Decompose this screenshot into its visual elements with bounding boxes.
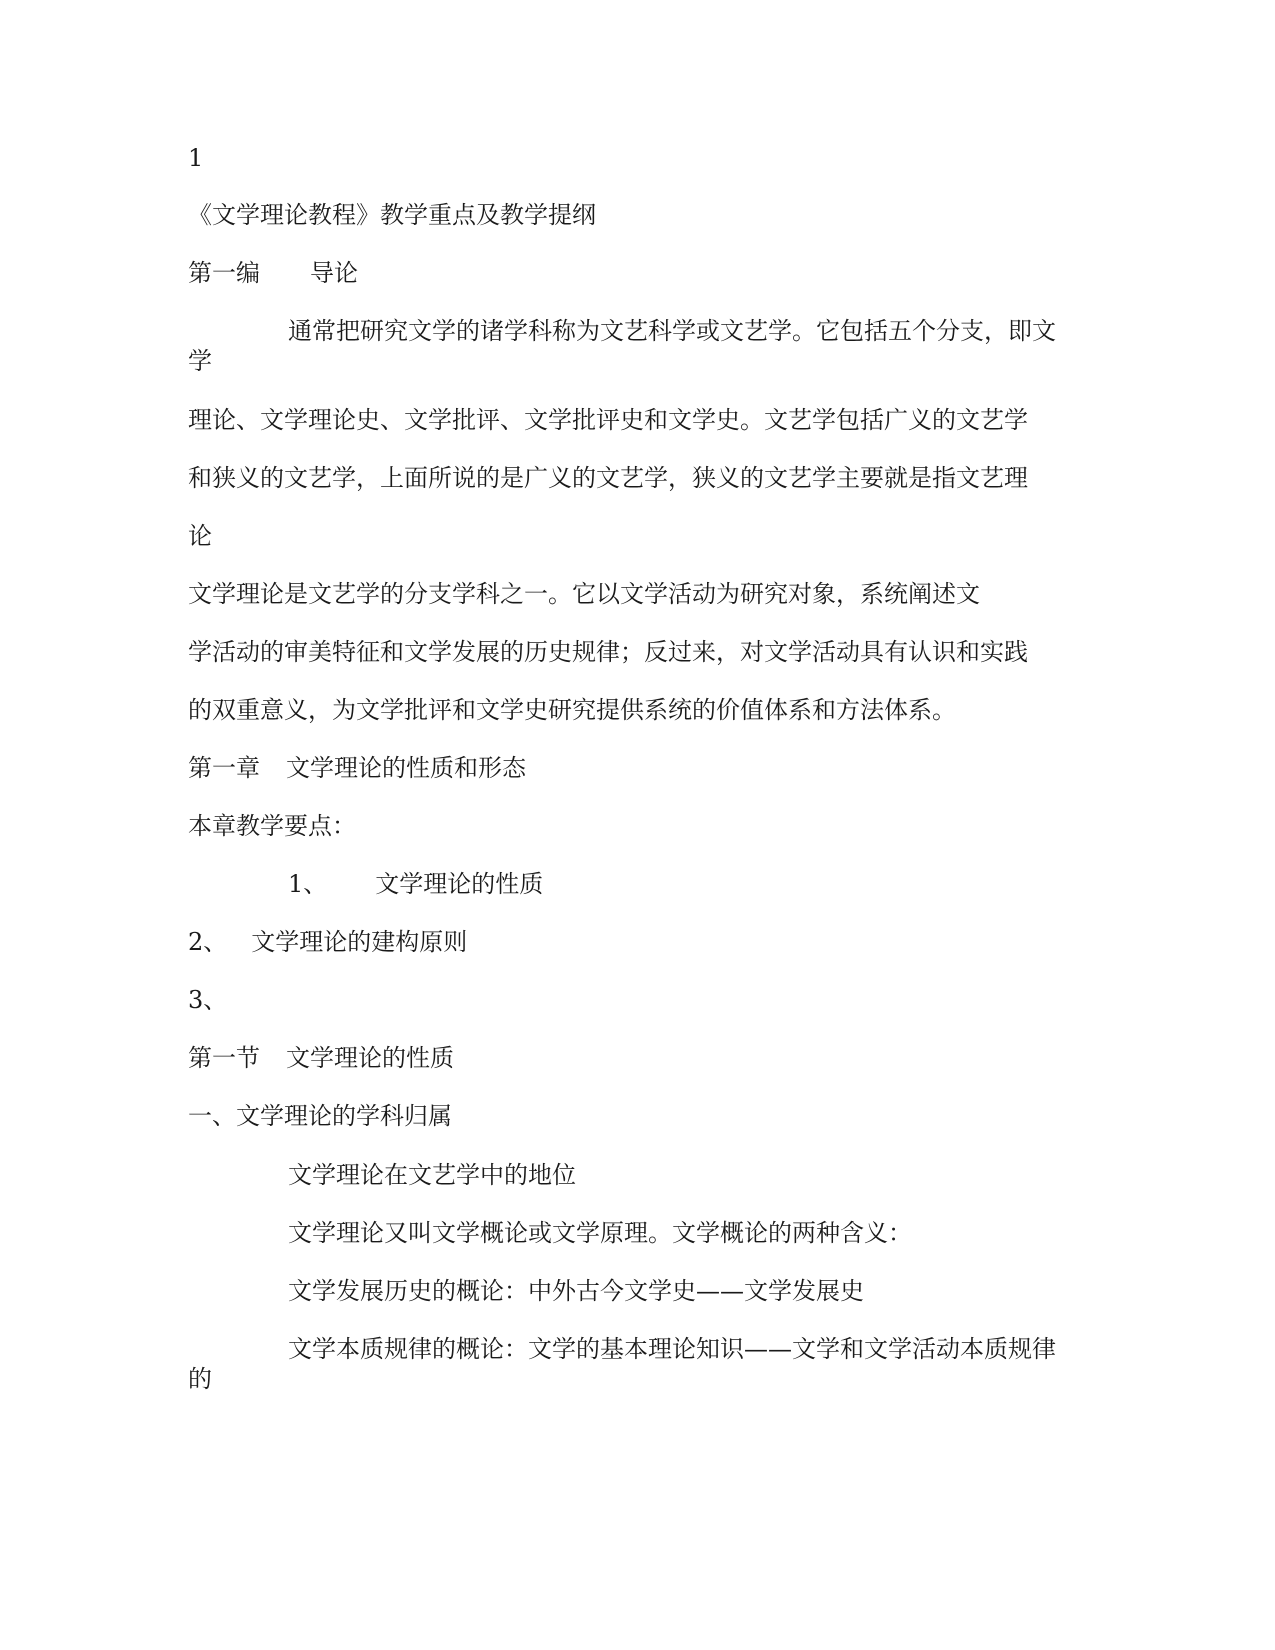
intro-para2-line2: 学活动的审美特征和文学发展的历史规律；反过来，对文学活动具有认识和实践 [188, 638, 1028, 666]
key-point-item [188, 985, 227, 1015]
key-point-number: 1、 [288, 870, 328, 898]
intro-para1-line2: 理论、文学理论史、文学批评、文学批评史和文学史。文艺学包括广义的文艺学 [188, 406, 1028, 434]
page-number: 1 [188, 144, 204, 172]
chapter-label: 第一章 [188, 754, 260, 782]
subsection-line: 文学理论在文艺学中的地位 [288, 1161, 576, 1189]
section-label: 第一节 [188, 1044, 260, 1072]
part-label: 第一编 [188, 259, 260, 287]
intro-para1-line1-wrap: 学 [188, 347, 212, 375]
intro-para2-line3: 的双重意义，为文学批评和文学史研究提供系统的价值体系和方法体系。 [188, 696, 956, 724]
section-heading [188, 1043, 454, 1073]
intro-para1-line1: 通常把研究文学的诸学科称为文艺科学或文艺学。它包括五个分支，即文 [288, 317, 1056, 345]
section-name: 文学理论的性质 [286, 1044, 454, 1072]
subsection-line: 文学理论又叫文学概论或文学原理。文学概论的两种含义： [288, 1219, 912, 1247]
key-point-text: 文学理论的建构原则 [251, 928, 468, 956]
subsection-heading: 一、文学理论的学科归属 [188, 1102, 452, 1130]
key-point-number: 3、 [188, 986, 228, 1014]
part-name: 导论 [310, 259, 358, 287]
intro-para1-line3: 和狭义的文艺学，上面所说的是广义的文艺学，狭义的文艺学主要就是指文艺理 [188, 464, 1028, 492]
subsection-line: 文学发展历史的概论：中外古今文学史——文学发展史 [288, 1277, 864, 1305]
subsection-line: 文学本质规律的概论：文学的基本理论知识——文学和文学活动本质规律 [288, 1335, 1056, 1363]
chapter-name: 文学理论的性质和形态 [286, 754, 526, 782]
key-point-item [288, 869, 543, 899]
subsection-line-wrap: 的 [188, 1365, 212, 1393]
key-points-heading: 本章教学要点： [188, 812, 356, 840]
key-point-text: 文学理论的性质 [375, 870, 544, 898]
intro-para2-line1: 文学理论是文艺学的分支学科之一。它以文学活动为研究对象，系统阐述文 [188, 580, 980, 608]
key-point-number: 2、 [188, 928, 228, 956]
key-point-item [188, 927, 467, 957]
intro-para1-line4: 论 [188, 522, 212, 550]
document-title: 《文学理论教程》教学重点及教学提纲 [188, 201, 596, 229]
chapter-heading [188, 753, 526, 783]
part-heading [188, 258, 358, 288]
